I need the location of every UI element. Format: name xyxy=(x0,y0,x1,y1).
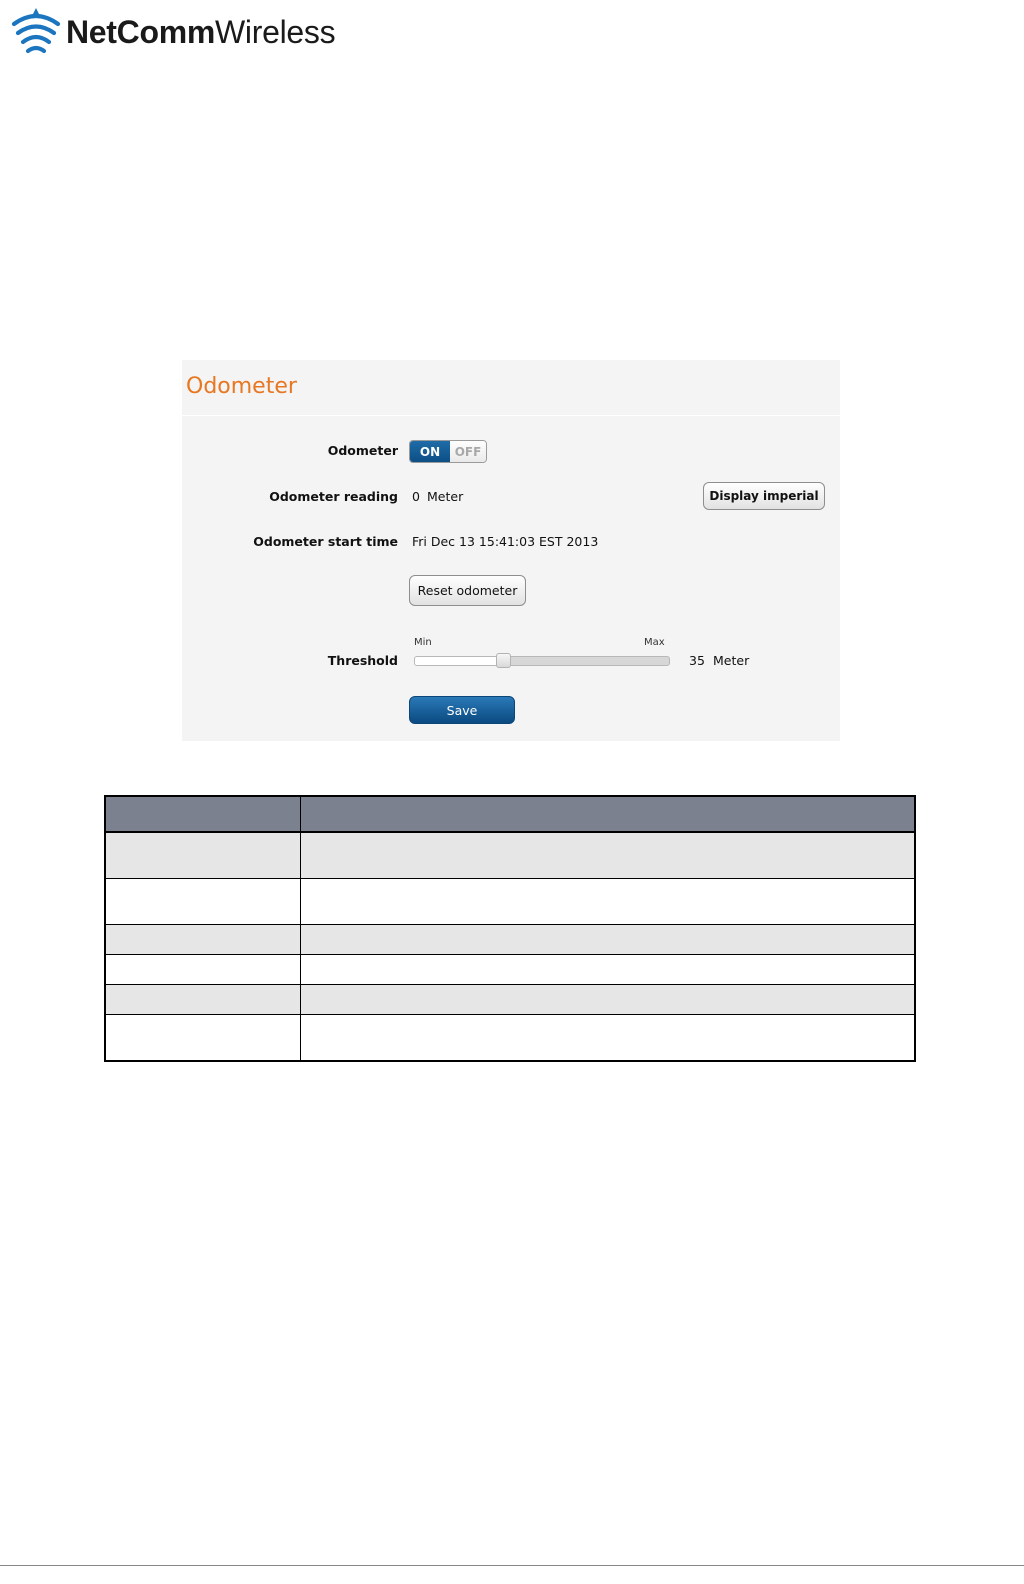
table-cell-description xyxy=(301,879,916,925)
settings-table xyxy=(104,795,916,1062)
wifi-signal-icon xyxy=(8,6,64,58)
threshold-max-label: Max xyxy=(644,637,665,648)
table-cell-parameter xyxy=(105,1015,301,1062)
table-row xyxy=(105,925,915,955)
brand-logo xyxy=(8,6,64,58)
odometer-start-time-value: Fri Dec 13 15:41:03 EST 2013 xyxy=(412,534,599,549)
table-header-row xyxy=(105,796,915,832)
footer-divider xyxy=(0,1565,1024,1566)
panel-title: Odometer xyxy=(186,374,297,399)
odometer-reading-unit: Meter xyxy=(427,489,464,504)
table-cell-parameter xyxy=(105,925,301,955)
table-cell-description xyxy=(301,832,916,879)
threshold-value: 35 xyxy=(689,653,705,668)
threshold-min-label: Min xyxy=(414,637,432,648)
toggle-on[interactable]: ON xyxy=(410,441,450,462)
table-row xyxy=(105,1015,915,1062)
table-cell-description xyxy=(301,1015,916,1062)
table-header-cell xyxy=(105,796,301,832)
table-cell-parameter xyxy=(105,879,301,925)
odometer-panel xyxy=(182,360,840,741)
display-imperial-button[interactable]: Display imperial xyxy=(703,482,825,510)
threshold-slider-track[interactable] xyxy=(414,656,670,666)
save-button[interactable]: Save xyxy=(409,696,515,724)
reset-odometer-button[interactable]: Reset odometer xyxy=(409,575,526,606)
table-row xyxy=(105,832,915,879)
table-cell-parameter xyxy=(105,832,301,879)
table-cell-parameter xyxy=(105,955,301,985)
table-header-cell xyxy=(301,796,916,832)
table-cell-description xyxy=(301,985,916,1015)
toggle-off[interactable]: OFF xyxy=(450,441,486,462)
table-cell-description xyxy=(301,925,916,955)
threshold-unit: Meter xyxy=(713,653,750,668)
odometer-start-time-label: Odometer start time xyxy=(253,534,398,549)
table-row xyxy=(105,955,915,985)
brand-name-bold: NetComm xyxy=(66,14,216,50)
table-row xyxy=(105,879,915,925)
panel-divider xyxy=(182,415,840,416)
odometer-reading-value: 0 xyxy=(412,489,420,504)
brand-name xyxy=(66,6,335,58)
threshold-label: Threshold xyxy=(327,653,398,668)
odometer-label: Odometer xyxy=(327,443,398,458)
odometer-reading-label: Odometer reading xyxy=(269,489,398,504)
threshold-slider-fill xyxy=(415,657,505,665)
brand-name-regular: Wireless xyxy=(215,14,336,50)
table-cell-parameter xyxy=(105,985,301,1015)
threshold-slider-handle[interactable] xyxy=(496,653,511,668)
odometer-toggle[interactable] xyxy=(409,440,487,463)
table-cell-description xyxy=(301,955,916,985)
table-row xyxy=(105,985,915,1015)
